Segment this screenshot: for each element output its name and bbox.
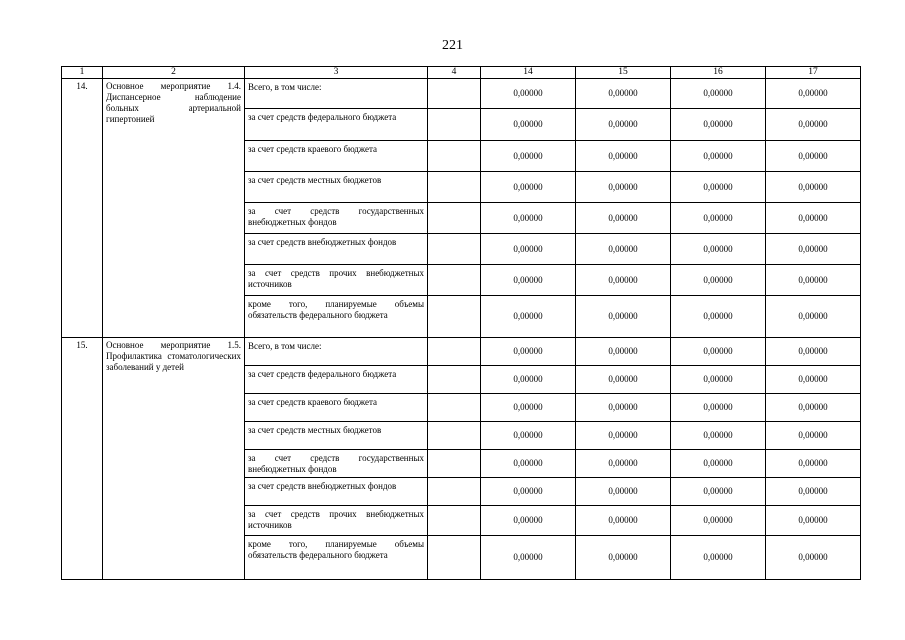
funding-source: за счет средств федерального бюджета (245, 109, 428, 141)
column-4-cell (428, 450, 481, 478)
value-cell: 0,00000 (671, 478, 766, 506)
funding-source: Всего, в том числе: (245, 79, 428, 109)
value-cell: 0,00000 (671, 172, 766, 203)
value-cell: 0,00000 (481, 172, 576, 203)
column-4-cell (428, 366, 481, 394)
table-row (62, 338, 861, 366)
column-number-row (62, 67, 861, 79)
column-header: 3 (245, 67, 428, 79)
table-row (62, 79, 861, 109)
column-header: 14 (481, 67, 576, 79)
value-cell: 0,00000 (671, 450, 766, 478)
column-4-cell (428, 296, 481, 338)
value-cell: 0,00000 (671, 141, 766, 172)
value-cell: 0,00000 (481, 478, 576, 506)
value-cell: 0,00000 (766, 172, 861, 203)
value-cell: 0,00000 (576, 203, 671, 234)
value-cell: 0,00000 (576, 422, 671, 450)
value-cell: 0,00000 (481, 450, 576, 478)
value-cell: 0,00000 (576, 141, 671, 172)
column-4-cell (428, 506, 481, 536)
column-4-cell (428, 234, 481, 265)
value-cell: 0,00000 (671, 366, 766, 394)
value-cell: 0,00000 (481, 422, 576, 450)
value-cell: 0,00000 (671, 296, 766, 338)
column-header: 15 (576, 67, 671, 79)
funding-source: за счет средств внебюджетных фондов (245, 478, 428, 506)
column-header: 17 (766, 67, 861, 79)
funding-source: за счет средств прочих внебюджетных источников (245, 265, 428, 296)
value-cell: 0,00000 (481, 234, 576, 265)
value-cell: 0,00000 (766, 478, 861, 506)
value-cell: 0,00000 (671, 79, 766, 109)
value-cell: 0,00000 (481, 366, 576, 394)
value-cell: 0,00000 (766, 141, 861, 172)
value-cell: 0,00000 (671, 506, 766, 536)
value-cell: 0,00000 (671, 536, 766, 580)
value-cell: 0,00000 (576, 338, 671, 366)
value-cell: 0,00000 (576, 536, 671, 580)
funding-source: за счет средств краевого бюджета (245, 394, 428, 422)
value-cell: 0,00000 (766, 366, 861, 394)
funding-source: Всего, в том числе: (245, 338, 428, 366)
funding-source: за счет средств государственных внебюджетных фондов (245, 450, 428, 478)
value-cell: 0,00000 (766, 394, 861, 422)
column-4-cell (428, 172, 481, 203)
value-cell: 0,00000 (481, 394, 576, 422)
value-cell: 0,00000 (766, 79, 861, 109)
value-cell: 0,00000 (481, 79, 576, 109)
column-4-cell (428, 536, 481, 580)
row-number: 15. (62, 338, 103, 580)
funding-source: за счет средств краевого бюджета (245, 141, 428, 172)
activity-name: Основное мероприятие 1.5. Профилактика стоматологических заболеваний у детей (103, 338, 245, 580)
value-cell: 0,00000 (766, 422, 861, 450)
value-cell: 0,00000 (576, 109, 671, 141)
funding-source: кроме того, планируемые объемы обязательств федерального бюджета (245, 536, 428, 580)
funding-source: за счет средств государственных внебюджетных фондов (245, 203, 428, 234)
value-cell: 0,00000 (576, 296, 671, 338)
value-cell: 0,00000 (671, 394, 766, 422)
column-header: 4 (428, 67, 481, 79)
column-4-cell (428, 265, 481, 296)
value-cell: 0,00000 (576, 265, 671, 296)
budget-table (61, 66, 861, 580)
value-cell: 0,00000 (671, 265, 766, 296)
value-cell: 0,00000 (576, 450, 671, 478)
funding-source: за счет средств прочих внебюджетных источников (245, 506, 428, 536)
value-cell: 0,00000 (671, 234, 766, 265)
value-cell: 0,00000 (576, 172, 671, 203)
column-header: 1 (62, 67, 103, 79)
column-4-cell (428, 109, 481, 141)
funding-source: за счет средств местных бюджетов (245, 172, 428, 203)
value-cell: 0,00000 (481, 109, 576, 141)
column-4-cell (428, 394, 481, 422)
value-cell: 0,00000 (481, 338, 576, 366)
value-cell: 0,00000 (481, 203, 576, 234)
value-cell: 0,00000 (766, 506, 861, 536)
funding-source: за счет средств федерального бюджета (245, 366, 428, 394)
row-number: 14. (62, 79, 103, 338)
column-4-cell (428, 422, 481, 450)
value-cell: 0,00000 (671, 338, 766, 366)
value-cell: 0,00000 (671, 203, 766, 234)
value-cell: 0,00000 (481, 536, 576, 580)
funding-source: за счет средств местных бюджетов (245, 422, 428, 450)
value-cell: 0,00000 (576, 366, 671, 394)
activity-name: Основное мероприятие 1.4. Диспансерное наблюдение больных артериальной гипертонией (103, 79, 245, 338)
value-cell: 0,00000 (481, 296, 576, 338)
value-cell: 0,00000 (766, 296, 861, 338)
value-cell: 0,00000 (766, 450, 861, 478)
column-4-cell (428, 79, 481, 109)
value-cell: 0,00000 (671, 109, 766, 141)
value-cell: 0,00000 (481, 506, 576, 536)
value-cell: 0,00000 (576, 234, 671, 265)
value-cell: 0,00000 (766, 265, 861, 296)
value-cell: 0,00000 (576, 506, 671, 536)
value-cell: 0,00000 (481, 265, 576, 296)
funding-source: за счет средств внебюджетных фондов (245, 234, 428, 265)
column-4-cell (428, 203, 481, 234)
value-cell: 0,00000 (576, 394, 671, 422)
value-cell: 0,00000 (766, 338, 861, 366)
value-cell: 0,00000 (671, 422, 766, 450)
column-header: 2 (103, 67, 245, 79)
page-number: 221 (442, 38, 463, 53)
value-cell: 0,00000 (766, 536, 861, 580)
value-cell: 0,00000 (576, 478, 671, 506)
column-4-cell (428, 478, 481, 506)
column-4-cell (428, 141, 481, 172)
funding-source: кроме того, планируемые объемы обязательств федерального бюджета (245, 296, 428, 338)
value-cell: 0,00000 (766, 234, 861, 265)
value-cell: 0,00000 (576, 79, 671, 109)
column-4-cell (428, 338, 481, 366)
column-header: 16 (671, 67, 766, 79)
value-cell: 0,00000 (766, 109, 861, 141)
value-cell: 0,00000 (481, 141, 576, 172)
value-cell: 0,00000 (766, 203, 861, 234)
